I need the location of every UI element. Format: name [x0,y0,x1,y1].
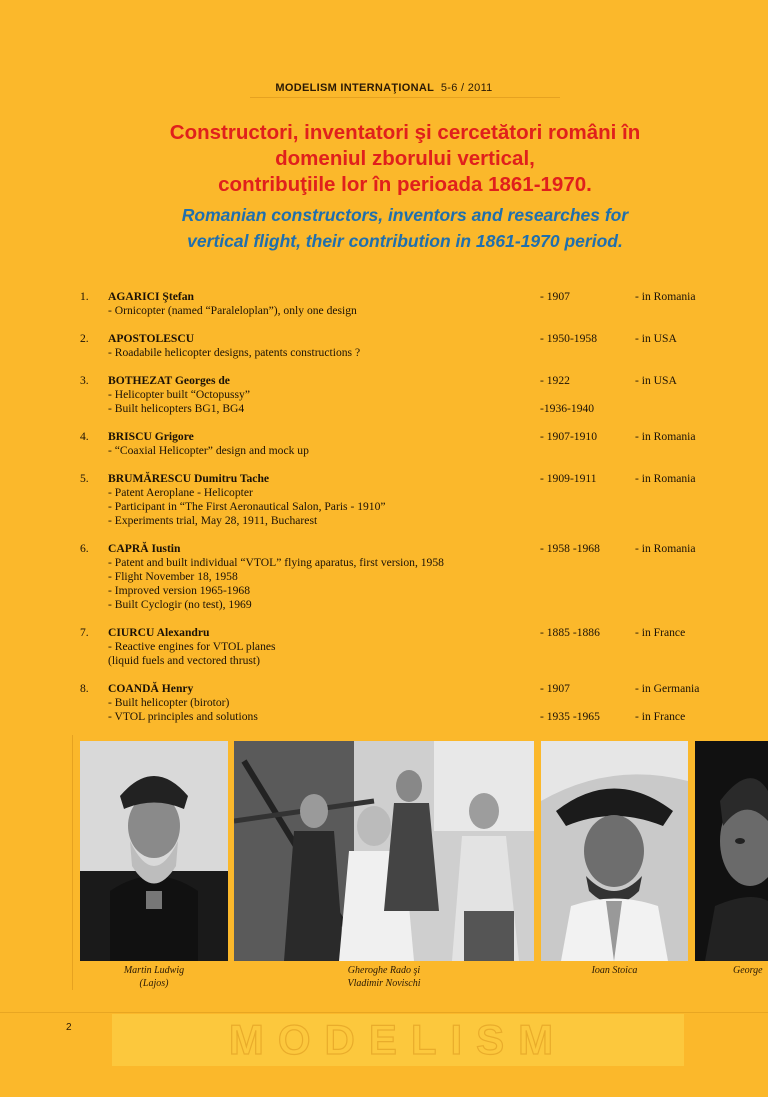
entry-period: - 1922 [540,374,570,387]
entry-number: 6. [80,542,89,555]
photo-strip [80,741,768,961]
entry-header-row [80,332,760,346]
caption-george [695,964,768,977]
entry-name: CIURCU Alexandru [108,626,210,639]
header-divider [250,97,560,98]
entry-detail: - Improved version 1965-1968 [108,584,250,597]
photo-ioan-stoica [541,741,688,961]
entry-detail: - Patent and built individual “VTOL” flying aparatus, first version, 1958 [108,556,444,569]
caption-line: George [733,965,763,976]
constructor-entry [80,626,760,668]
entry-period: - 1950-1958 [540,332,597,345]
footer-divider [0,1012,768,1013]
caption-martin-ludwig [80,964,228,990]
entry-detail-period: -1936-1940 [540,402,595,415]
entry-place: - in USA [635,332,677,345]
entry-name: COANDĂ Henry [108,682,194,695]
title-romanian [60,120,750,198]
photo-rado-novischi [234,741,534,961]
title-ro-line: Constructori, inventatori şi cercetători români în [169,121,641,144]
entry-header-row [80,472,760,486]
issue-number: 5-6 / 2011 [440,82,493,94]
entry-header-row [80,542,760,556]
photo-george [695,741,768,961]
constructor-entry [80,374,760,416]
entry-detail-row [80,304,760,318]
entry-detail: - Built Cyclogir (no test), 1969 [108,598,252,611]
entry-detail: - Experiments trial, May 28, 1911, Bucharest [108,514,318,527]
entry-detail-row [80,640,760,654]
entry-number: 8. [80,682,89,695]
entry-period: - 1885 -1886 [540,626,600,639]
entry-detail: - Ornicopter (named “Paraleloplan”), only one design [108,304,357,317]
footer-watermark: MODELISM [228,1016,568,1063]
entry-detail: - “Coaxial Helicopter” design and mock up [108,444,309,457]
title-english [60,202,750,254]
constructor-entry [80,332,760,360]
entry-detail: - Built helicopters BG1, BG4 [108,402,245,415]
entry-detail-row [80,388,760,402]
entry-detail: - Participant in “The First Aeronautical Salon, Paris - 1910” [108,500,386,513]
title-en-line: vertical flight, their contribution in 1861-1970 period. [187,231,623,251]
entry-name: BRISCU Grigore [108,430,194,443]
entry-name: CAPRĂ Iustin [108,542,181,555]
entry-header-row [80,430,760,444]
entry-detail: - Patent Aeroplane - Helicopter [108,486,253,499]
entry-place: - in Germania [635,682,700,695]
entry-number: 3. [80,374,89,387]
constructor-entry [80,430,760,458]
entry-detail-row [80,710,760,724]
magazine-header [0,82,768,94]
constructor-entry [80,682,760,724]
constructor-entry [80,472,760,528]
entry-detail: (liquid fuels and vectored thrust) [108,654,260,667]
entry-detail-row [80,486,760,500]
entry-name: BRUMĂRESCU Dumitru Tache [108,472,270,485]
entry-detail: - Built helicopter (birotor) [108,696,230,709]
entry-detail: - VTOL principles and solutions [108,710,258,723]
entry-period: - 1907 [540,290,570,303]
caption-ioan-stoica [541,964,688,977]
entry-detail: - Helicopter built “Octopussy” [108,388,250,401]
entry-detail-row [80,654,760,668]
entry-detail: - Roadabile helicopter designs, patents constructions ? [108,346,361,359]
entry-period: - 1958 -1968 [540,542,600,555]
constructor-entry [80,542,760,612]
title-ro-line: contribuţiile lor în perioada 1861-1970. [218,173,592,196]
entry-detail-row [80,570,760,584]
caption-line: Martin Ludwig [123,965,185,976]
title-ro-line: domeniul zborului vertical, [275,147,535,170]
entry-header-row [80,374,760,388]
entry-place: - in Romania [635,290,696,303]
entry-header-row [80,290,760,304]
magazine-name: MODELISM INTERNAŢIONAL [275,82,435,94]
entry-name: BOTHEZAT Georges de [108,374,230,387]
entry-place: - in Romania [635,472,696,485]
entry-detail: - Flight November 18, 1958 [108,570,238,583]
title-en-line: Romanian constructors, inventors and researches for [181,205,629,225]
entry-number: 4. [80,430,89,443]
entry-period: - 1909-1911 [540,472,597,485]
photo-martin-ludwig [80,741,228,961]
entry-detail-row [80,696,760,710]
caption-line: Ioan Stoica [591,965,638,976]
entry-number: 5. [80,472,89,485]
entry-detail: - Reactive engines for VTOL planes [108,640,276,653]
caption-line: Gheroghe Rado şi [347,965,421,976]
constructor-entry [80,290,760,318]
constructors-list [80,290,760,738]
entry-number: 1. [80,290,89,303]
entry-name: APOSTOLESCU [108,332,195,345]
entry-name: AGARICI Ştefan [108,290,194,303]
caption-line: Vladimir Novischi [347,978,421,989]
entry-place: - in Romania [635,430,696,443]
entry-detail-period: - 1935 -1965 [540,710,600,723]
entry-detail-row [80,584,760,598]
entry-detail-row [80,556,760,570]
entry-place: - in Romania [635,542,696,555]
entry-detail-row [80,598,760,612]
entry-detail-row [80,444,760,458]
entry-header-row [80,626,760,640]
entry-place: - in France [635,626,686,639]
entry-period: - 1907 [540,682,570,695]
margin-divider [72,735,73,990]
page-number: 2 [66,1022,72,1033]
caption-line: (Lajos) [139,978,169,989]
entry-detail-place: - in France [635,710,686,723]
entry-detail-row [80,500,760,514]
entry-detail-row [80,346,760,360]
entry-detail-row [80,514,760,528]
entry-number: 2. [80,332,89,345]
entry-detail-row [80,402,760,416]
entry-number: 7. [80,626,89,639]
caption-rado-novischi [234,964,534,990]
entry-place: - in USA [635,374,677,387]
entry-header-row [80,682,760,696]
entry-period: - 1907-1910 [540,430,597,443]
